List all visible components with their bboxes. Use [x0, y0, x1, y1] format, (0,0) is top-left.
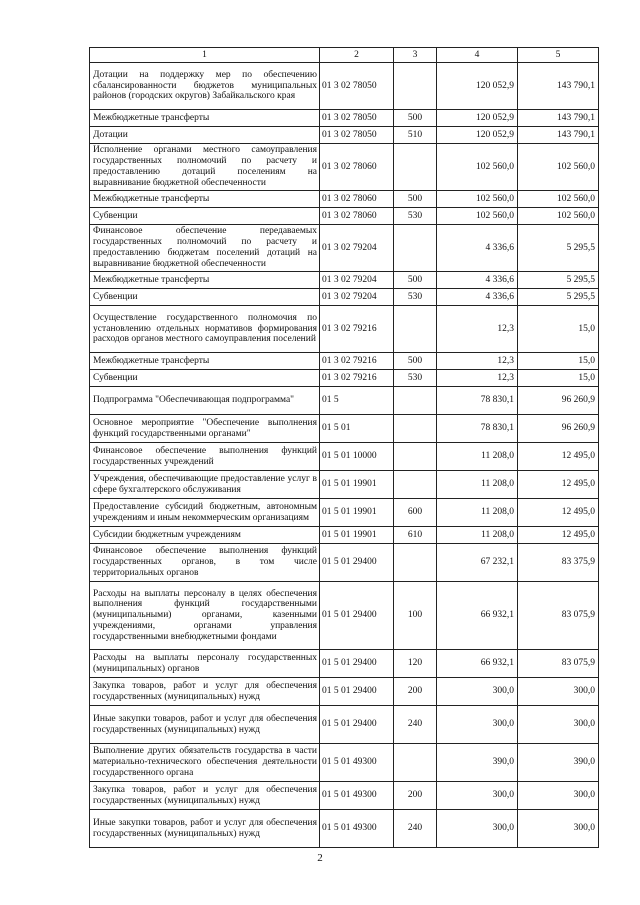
table-row [90, 306, 599, 353]
row-name-cell: Учреждения, обеспечивающие предоставление услуг в сфере бухгалтерского обслуживания [90, 471, 320, 499]
row-amount-2020-cell: 12 495,0 [518, 499, 599, 527]
row-amount-2020-cell: 143 790,1 [518, 127, 599, 144]
row-name-cell: Финансовое обеспечение выполнения функций государственных учреждений [90, 443, 320, 471]
row-expense-type-cell [394, 415, 437, 443]
row-expense-type-cell: 200 [394, 782, 437, 810]
row-amount-2019-cell: 120 052,9 [437, 63, 518, 110]
row-amount-2019-cell: 102 560,0 [437, 144, 518, 191]
row-name-cell: Дотации на поддержку мер по обеспечению сбалансированности бюджетов муниципальных районов (городских округов) Забайкальского края [90, 63, 320, 110]
row-code-cell: 01 3 02 79204 [320, 225, 394, 272]
table-row [90, 744, 599, 782]
row-name-cell: Межбюджетные трансферты [90, 110, 320, 127]
table-row [90, 272, 599, 289]
row-name-cell: Субвенции [90, 370, 320, 387]
table-row [90, 415, 599, 443]
row-expense-type-cell [394, 306, 437, 353]
row-amount-2020-cell: 300,0 [518, 706, 599, 744]
row-expense-type-cell: 240 [394, 706, 437, 744]
row-amount-2019-cell: 66 932,1 [437, 650, 518, 678]
header-cell-3: 3 [394, 48, 437, 63]
row-amount-2020-cell: 15,0 [518, 306, 599, 353]
row-amount-2019-cell: 67 232,1 [437, 544, 518, 582]
row-code-cell: 01 5 01 19901 [320, 527, 394, 544]
table-row [90, 191, 599, 208]
table-row [90, 127, 599, 144]
row-amount-2019-cell: 12,3 [437, 353, 518, 370]
row-name-cell: Финансовое обеспечение передаваемых государственных полномочий по расчету и предоставлению бюджетам поселений дотаций на выравнивание бюджетной обеспеченности [90, 225, 320, 272]
row-expense-type-cell: 120 [394, 650, 437, 678]
row-amount-2019-cell: 102 560,0 [437, 191, 518, 208]
row-code-cell: 01 5 01 49300 [320, 810, 394, 848]
row-code-cell: 01 5 01 29400 [320, 650, 394, 678]
row-amount-2020-cell: 102 560,0 [518, 208, 599, 225]
row-name-cell: Расходы на выплаты персоналу государственных (муниципальных) органов [90, 650, 320, 678]
row-name-cell: Основное мероприятие "Обеспечение выполнения функций государственными органами" [90, 415, 320, 443]
row-amount-2020-cell: 143 790,1 [518, 63, 599, 110]
table-row [90, 471, 599, 499]
row-amount-2020-cell: 12 495,0 [518, 443, 599, 471]
table-row [90, 443, 599, 471]
row-amount-2019-cell: 11 208,0 [437, 499, 518, 527]
row-name-cell: Субвенции [90, 208, 320, 225]
table-row [90, 810, 599, 848]
row-amount-2020-cell: 390,0 [518, 744, 599, 782]
row-code-cell: 01 5 [320, 387, 394, 415]
row-expense-type-cell: 600 [394, 499, 437, 527]
table-row [90, 110, 599, 127]
row-amount-2020-cell: 300,0 [518, 810, 599, 848]
row-amount-2020-cell: 143 790,1 [518, 110, 599, 127]
row-name-cell: Закупка товаров, работ и услуг для обеспечения государственных (муниципальных) нужд [90, 782, 320, 810]
row-amount-2019-cell: 102 560,0 [437, 208, 518, 225]
row-name-cell: Субсидии бюджетным учреждениям [90, 527, 320, 544]
row-name-cell: Межбюджетные трансферты [90, 353, 320, 370]
row-amount-2019-cell: 120 052,9 [437, 110, 518, 127]
row-amount-2019-cell: 300,0 [437, 706, 518, 744]
row-amount-2020-cell: 5 295,5 [518, 272, 599, 289]
row-expense-type-cell: 530 [394, 208, 437, 225]
header-cell-5: 5 [518, 48, 599, 63]
table-row [90, 353, 599, 370]
row-amount-2020-cell: 83 375,9 [518, 544, 599, 582]
row-amount-2020-cell: 102 560,0 [518, 144, 599, 191]
row-amount-2019-cell: 4 336,6 [437, 289, 518, 306]
row-name-cell: Иные закупки товаров, работ и услуг для обеспечения государственных (муниципальных) нужд [90, 706, 320, 744]
row-expense-type-cell: 500 [394, 272, 437, 289]
row-amount-2019-cell: 78 830,1 [437, 387, 518, 415]
row-amount-2020-cell: 83 075,9 [518, 582, 599, 650]
row-code-cell: 01 3 02 79204 [320, 272, 394, 289]
table-row [90, 225, 599, 272]
row-expense-type-cell [394, 225, 437, 272]
row-name-cell: Иные закупки товаров, работ и услуг для обеспечения государственных (муниципальных) нужд [90, 810, 320, 848]
row-expense-type-cell: 510 [394, 127, 437, 144]
table-row [90, 678, 599, 706]
row-name-cell: Закупка товаров, работ и услуг для обеспечения государственных (муниципальных) нужд [90, 678, 320, 706]
row-code-cell: 01 5 01 29400 [320, 678, 394, 706]
table-row [90, 782, 599, 810]
page-number: 2 [317, 852, 323, 864]
row-expense-type-cell [394, 544, 437, 582]
row-amount-2019-cell: 120 052,9 [437, 127, 518, 144]
row-expense-type-cell: 500 [394, 110, 437, 127]
row-code-cell: 01 3 02 78050 [320, 63, 394, 110]
row-code-cell: 01 3 02 78050 [320, 110, 394, 127]
row-amount-2020-cell: 15,0 [518, 370, 599, 387]
budget-table [89, 47, 599, 848]
row-expense-type-cell [394, 387, 437, 415]
row-expense-type-cell [394, 443, 437, 471]
row-expense-type-cell [394, 744, 437, 782]
row-expense-type-cell [394, 63, 437, 110]
row-amount-2020-cell: 12 495,0 [518, 471, 599, 499]
row-name-cell: Межбюджетные трансферты [90, 272, 320, 289]
row-name-cell: Выполнение других обязательств государства в части материально-технического обеспечения деятельности государственного органа [90, 744, 320, 782]
row-amount-2019-cell: 11 208,0 [437, 527, 518, 544]
row-expense-type-cell [394, 471, 437, 499]
row-amount-2020-cell: 5 295,5 [518, 225, 599, 272]
row-amount-2020-cell: 300,0 [518, 678, 599, 706]
row-amount-2019-cell: 300,0 [437, 782, 518, 810]
row-name-cell: Межбюджетные трансферты [90, 191, 320, 208]
row-name-cell: Субвенции [90, 289, 320, 306]
row-amount-2019-cell: 12,3 [437, 306, 518, 353]
row-name-cell: Предоставление субсидий бюджетным, автономным учреждениям и иным некоммерческим организациям [90, 499, 320, 527]
row-expense-type-cell: 100 [394, 582, 437, 650]
table-row [90, 63, 599, 110]
table-row [90, 208, 599, 225]
row-name-cell: Расходы на выплаты персоналу в целях обеспечения выполнения функций государственными (муниципальными) органами, казенными учреждениями, органами управления государственными внебюджетными фондами [90, 582, 320, 650]
row-amount-2019-cell: 4 336,6 [437, 272, 518, 289]
row-amount-2019-cell: 11 208,0 [437, 471, 518, 499]
row-code-cell: 01 3 02 78060 [320, 191, 394, 208]
table-row [90, 544, 599, 582]
table-row [90, 650, 599, 678]
row-code-cell: 01 5 01 49300 [320, 744, 394, 782]
table-row [90, 527, 599, 544]
row-name-cell: Финансовое обеспечение выполнения функций государственных органов, в том числе территориальных органов [90, 544, 320, 582]
row-code-cell: 01 3 02 78050 [320, 127, 394, 144]
row-amount-2020-cell: 5 295,5 [518, 289, 599, 306]
table-row [90, 144, 599, 191]
row-name-cell: Осуществление государственного полномочия по установлению отдельных нормативов формирования расходов органов местного самоуправления поселений [90, 306, 320, 353]
row-amount-2020-cell: 83 075,9 [518, 650, 599, 678]
header-cell-1: 1 [90, 48, 320, 63]
row-code-cell: 01 3 02 78060 [320, 144, 394, 191]
row-amount-2019-cell: 11 208,0 [437, 443, 518, 471]
row-code-cell: 01 5 01 29400 [320, 544, 394, 582]
row-expense-type-cell: 500 [394, 353, 437, 370]
row-name-cell: Дотации [90, 127, 320, 144]
row-code-cell: 01 5 01 49300 [320, 782, 394, 810]
row-amount-2020-cell: 96 260,9 [518, 387, 599, 415]
row-name-cell: Подпрограмма "Обеспечивающая подпрограмма" [90, 387, 320, 415]
table-row [90, 289, 599, 306]
row-expense-type-cell: 530 [394, 370, 437, 387]
row-amount-2020-cell: 102 560,0 [518, 191, 599, 208]
table-row [90, 387, 599, 415]
row-amount-2019-cell: 12,3 [437, 370, 518, 387]
row-expense-type-cell: 610 [394, 527, 437, 544]
table-row [90, 582, 599, 650]
row-amount-2019-cell: 78 830,1 [437, 415, 518, 443]
row-code-cell: 01 5 01 19901 [320, 471, 394, 499]
row-code-cell: 01 5 01 10000 [320, 443, 394, 471]
table-row [90, 370, 599, 387]
row-code-cell: 01 5 01 29400 [320, 582, 394, 650]
row-name-cell: Исполнение органами местного самоуправления государственных полномочий по расчету и предоставлению дотаций поселениям на выравнивание бюджетной обеспеченности [90, 144, 320, 191]
row-amount-2019-cell: 66 932,1 [437, 582, 518, 650]
row-code-cell: 01 3 02 79216 [320, 306, 394, 353]
row-amount-2019-cell: 300,0 [437, 810, 518, 848]
table-row [90, 499, 599, 527]
row-amount-2020-cell: 12 495,0 [518, 527, 599, 544]
row-code-cell: 01 3 02 79204 [320, 289, 394, 306]
header-row [90, 48, 599, 63]
row-expense-type-cell: 530 [394, 289, 437, 306]
header-cell-2: 2 [320, 48, 394, 63]
row-code-cell: 01 3 02 78060 [320, 208, 394, 225]
row-amount-2020-cell: 96 260,9 [518, 415, 599, 443]
header-cell-4: 4 [437, 48, 518, 63]
row-code-cell: 01 5 01 29400 [320, 706, 394, 744]
row-amount-2019-cell: 300,0 [437, 678, 518, 706]
row-expense-type-cell [394, 144, 437, 191]
row-amount-2019-cell: 4 336,6 [437, 225, 518, 272]
row-expense-type-cell: 240 [394, 810, 437, 848]
row-amount-2020-cell: 300,0 [518, 782, 599, 810]
row-code-cell: 01 3 02 79216 [320, 370, 394, 387]
row-amount-2019-cell: 390,0 [437, 744, 518, 782]
row-expense-type-cell: 500 [394, 191, 437, 208]
row-code-cell: 01 3 02 79216 [320, 353, 394, 370]
row-code-cell: 01 5 01 [320, 415, 394, 443]
row-amount-2020-cell: 15,0 [518, 353, 599, 370]
table-row [90, 706, 599, 744]
row-code-cell: 01 5 01 19901 [320, 499, 394, 527]
row-expense-type-cell: 200 [394, 678, 437, 706]
